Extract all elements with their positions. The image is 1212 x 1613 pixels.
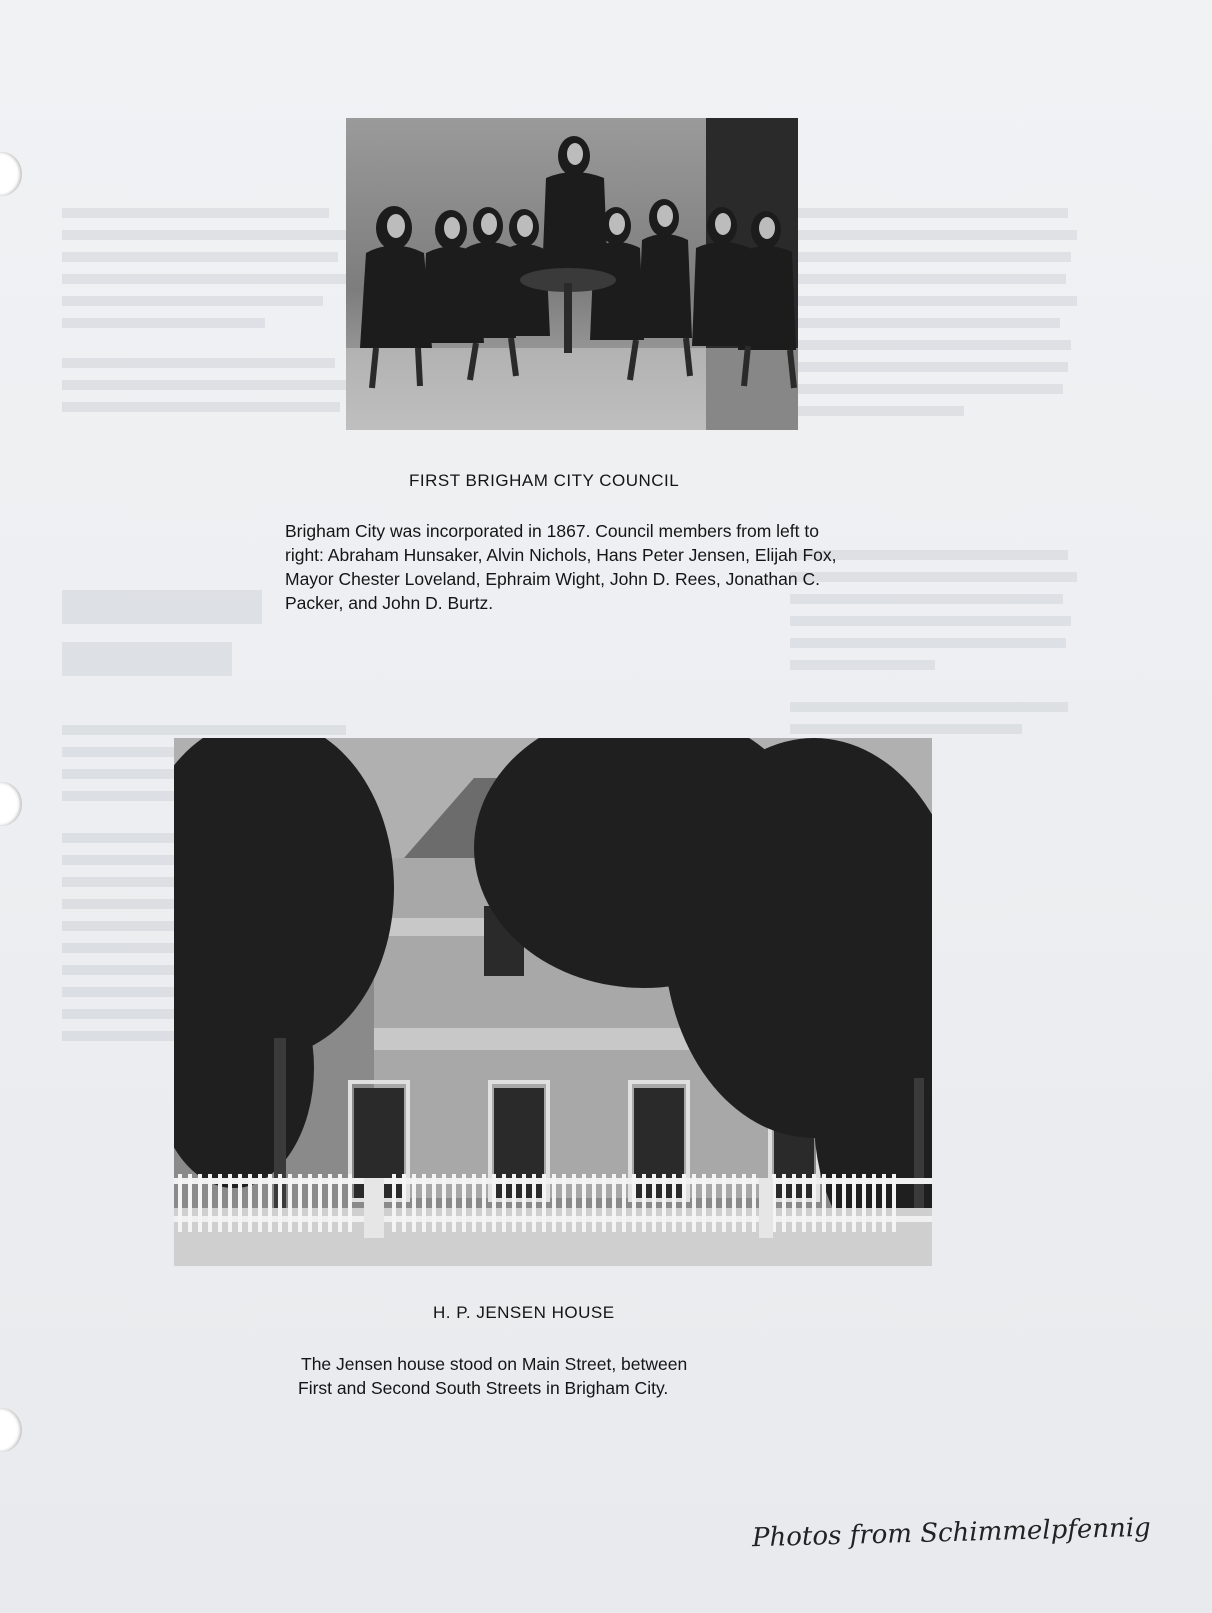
bleed-through-heading bbox=[62, 590, 262, 700]
house-photo-image bbox=[174, 738, 932, 1266]
bleed-through-texture bbox=[790, 208, 1080, 508]
bleed-through-texture bbox=[62, 208, 352, 508]
handwritten-note: Photos from Schimmelpfennig bbox=[751, 1512, 1152, 1554]
council-photo-caption: Brigham City was incorporated in 1867. Council members from left to right: Abraham Hunsaker, Alvin Nichols, Hans Peter Jensen, Elijah Fox, Mayor Chester Loveland, Ephraim Wight, John D. Rees, Jonathan C. Packer, and John D. Burtz. bbox=[285, 521, 837, 613]
council-photo-image bbox=[346, 118, 798, 430]
house-photo-caption-line-1: The Jensen house stood on Main Street, between bbox=[301, 1354, 688, 1374]
house-photo bbox=[174, 738, 932, 1266]
house-photo-caption-line-2: First and Second South Streets in Brigham City. bbox=[298, 1378, 669, 1398]
council-photo-title: FIRST BRIGHAM CITY COUNCIL bbox=[409, 471, 680, 490]
council-photo bbox=[346, 118, 798, 430]
punch-hole bbox=[0, 1408, 22, 1452]
house-photo-title: H. P. JENSEN HOUSE bbox=[433, 1303, 615, 1322]
punch-hole bbox=[0, 782, 22, 826]
punch-hole bbox=[0, 152, 22, 196]
